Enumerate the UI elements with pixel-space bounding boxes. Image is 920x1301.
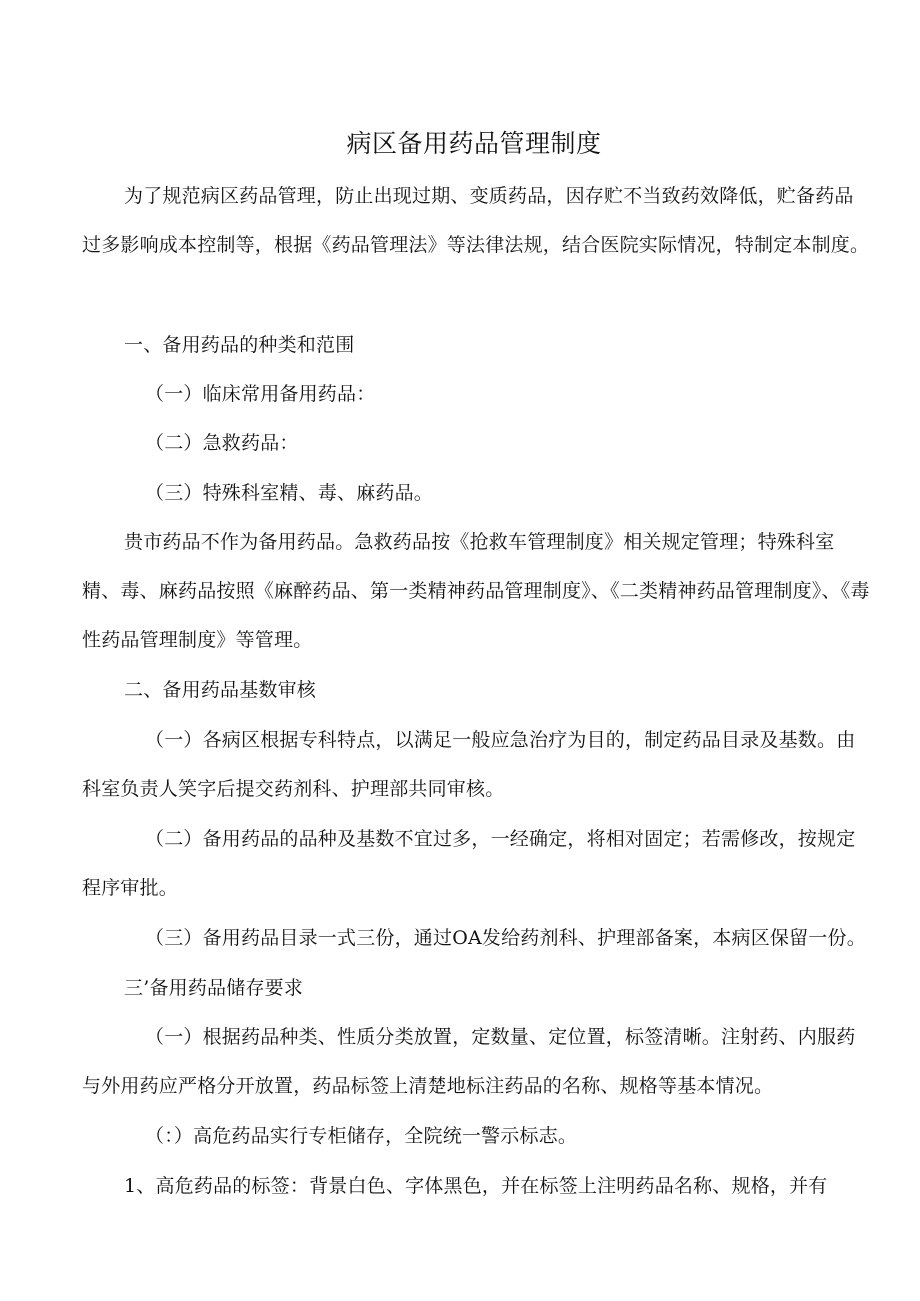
section-2-heading: 二、备用药品基数审核 [124, 679, 317, 701]
section-1-item: （一）临床常用备用药品： [145, 383, 376, 405]
section-2-item: （二）备用药品的品种及基数不宜过多，一经确定，将相对固定；若需修改，按规定程序审批。 [82, 828, 856, 899]
section-1-item: （二）急救药品： [145, 432, 299, 454]
section-1-note: 贵市药品不作为备用药品。急救药品按《抢救车管理制度》相关规定管理；特殊科室精、毒、麻药品按照《麻醉药品、第一类精神药品管理制度》、《二类精神药品管理制度》、《毒性药品管理制度》等管理。 [82, 531, 870, 651]
section-3-item: （一）根据药品种类、性质分类放置，定数量、定位置，标签清晰。注射药、内服药与外用药应严格分开放置，药品标签上清楚地标注药品的名称、规格等基本情况。 [82, 1026, 856, 1097]
section-3-item: （：）高危药品实行专柜储存，全院统一警示标志。 [145, 1125, 578, 1147]
section-1-item: （三）特殊科室精、毒、麻药品。 [145, 482, 434, 504]
section-3-heading: 三’备用药品储存要求 [124, 977, 304, 999]
section-1-heading: 一、备用药品的种类和范围 [124, 334, 355, 356]
intro-paragraph: 为了规范病区药品管理，防止出现过期、变质药品，因存贮不当致药效降低，贮备药品过多影响成本控制等，根据《药品管理法》等法律法规，结合医院实际情况，特制定本制度。 [82, 185, 870, 256]
document-title: 病区备用药品管理制度 [346, 129, 602, 158]
section-2-item: （三）备用药品目录一式三份，通过OA发给药剂科、护理部备案，本病区保留一份。 [145, 927, 866, 949]
section-3-item: 1、高危药品的标签：背景白色、字体黑色，并在标签上注明药品名称、规格，并有 [124, 1175, 828, 1197]
section-2-item: （一）各病区根据专科特点，以满足一般应急治疗为目的，制定药品目录及基数。由科室负责人笑字后提交药剂科、护理部共同审核。 [82, 729, 856, 800]
